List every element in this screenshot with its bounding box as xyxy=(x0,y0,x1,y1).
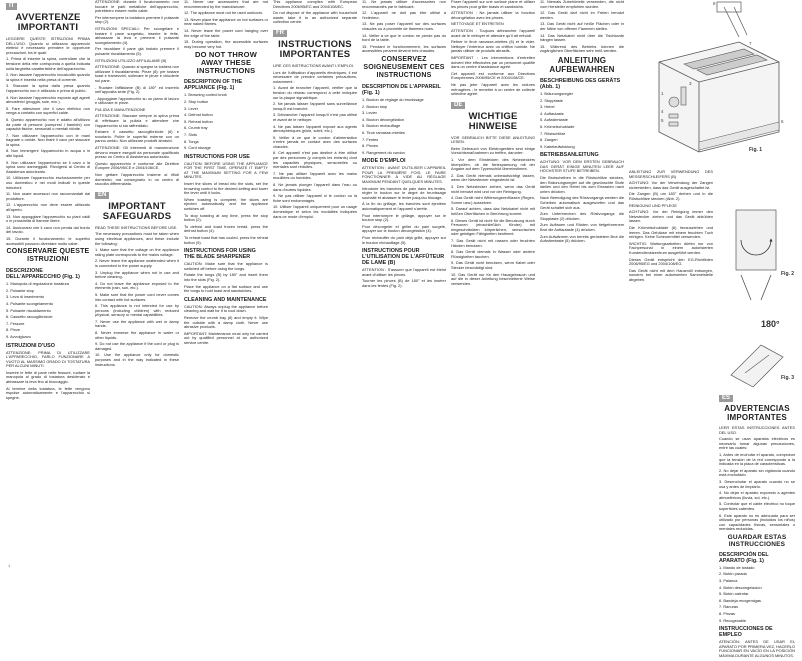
section-title-es: ADVERTENCIAS IMPORTANTES xyxy=(724,404,790,422)
use-text-en xyxy=(184,162,268,246)
paragraph: LEGGERE QUESTE ISTRUZIONI PRIMA DELL'USO. Quando si utilizzano apparecchi elettrici è necessario prendere le opportune precauzioni, tra le quali: xyxy=(6,36,90,55)
paragraph: 7. Never use the appliance with wet or damp hands. xyxy=(95,318,179,329)
paragraph: ACHTUNG: VOR DEM ERSTEN GEBRAUCH DAS GERÄT EINIGE MINUTEN LEER AUF HÖCHSTER STUFE BETREIBEN. xyxy=(540,159,624,174)
paragraph: CAUTION: Always unplug the appliance before cleaning and wait for it to cool down. xyxy=(184,303,268,314)
list-item: 1. Mando de tostado xyxy=(719,564,755,570)
tongs-sketch xyxy=(717,2,747,37)
language-tab-en: EN xyxy=(95,192,109,199)
paragraph: 6. Cet appareil n'est pas destiné à être utilisé par des personnes (y compris les enfants) dont les capacités physiques, sensorielles ou mentales sont réduites. xyxy=(273,150,357,170)
paragraph: 3. Den Netzstecker ziehen, wenn das Gerät nicht benutzt wird und vor der Reinigung. xyxy=(451,184,535,194)
continued-text-fr xyxy=(451,0,535,97)
language-tab-es: ES xyxy=(719,395,733,402)
paragraph: To reheat toast that has cooled, press the reheat button (5). xyxy=(184,235,268,245)
paragraph: When toasting is complete, the slices are ejected automatically and the appliance switches off. xyxy=(184,196,268,212)
list-item: 5. Pulsante riscaldamento xyxy=(6,307,51,313)
list-item: 8. Zangen xyxy=(540,137,558,143)
list-item: 8. Tongs xyxy=(184,138,199,144)
paragraph: Estrarre il cassetto raccoglibriciole (6) e svuotarlo. Pulire le superfici esterne con un panno umido. Non utilizzare prodotti abrasivi. xyxy=(95,129,179,144)
cleaning-text-en xyxy=(184,305,268,346)
callout-6: 6 xyxy=(781,119,784,124)
continued-text-en xyxy=(273,0,357,25)
paragraph: ACHTUNG: Vor der Reinigung immer den Netzstecker ziehen und das Gerät abkühlen lassen. xyxy=(629,209,713,224)
paragraph: ISTRUZIONI SPECIALI: Per scongelare e tostare il pane surgelato, inserire le fette, abbassare la leva e premere il pulsante scongelamento (4). xyxy=(95,25,179,45)
paragraph: 13. Never place the appliance on hot surfaces or near naked flames. xyxy=(184,16,268,27)
paragraph: Al termine della tostatura, le fette vengono espulse automaticamente e l'apparecchio si spegne. xyxy=(6,385,90,400)
paragraph: This appliance complies with European Directives 2006/95/EC and 2004/108/EC. xyxy=(273,0,357,9)
column-english xyxy=(184,0,268,573)
paragraph: Die Krümelschublade (6) herausziehen und leeren. Das Gehäuse mit einem feuchten Tuch reinigen. Keine Scheuermittel verwenden. xyxy=(629,224,713,240)
paragraph: Non gettare l'apparecchio insieme ai rifiuti domestici, ma consegnarlo in un centro di raccolta differenziata. xyxy=(95,172,179,187)
paragraph: 9. Non utilizzare l'apparecchio se il cavo o la spina sono danneggiati. Rivolgersi al Centro di Assistenza autorizzato. xyxy=(6,159,90,174)
paragraph: 4. Non lasciare l'apparecchio esposto agli agenti atmosferici (pioggia, sole, ecc.). xyxy=(6,94,90,105)
paragraph: 13. Non appoggiare l'apparecchio su piani caldi o in prossimità di fiamme libere. xyxy=(6,213,90,224)
section-title-it: AVVERTENZE IMPORTANTI xyxy=(15,12,81,33)
paragraph: 11. Ne jamais utiliser d'accessoires non recommandés par le fabricant. xyxy=(362,0,446,9)
list-item: 6. Tiroir ramasse-miettes xyxy=(362,129,405,135)
safeguards-list-fr xyxy=(273,64,357,219)
paragraph: 11. Never use accessories that are not recommended by the manufacturer. xyxy=(184,0,268,9)
paragraph: CAUTION: BEFORE USING THE APPLIANCE FOR THE FIRST TIME, OPERATE IT EMPTY AT THE MAXIMUM SETTING FOR A FEW MINUTES. xyxy=(184,160,268,180)
paragraph: ATTENTION : Ne jamais utiliser la fonction décongélation avec les pinces. xyxy=(451,10,535,20)
list-item: 4. Defrost button xyxy=(184,112,213,118)
paragraph: Ne pas jeter l'appareil avec les ordures ménagères ; le remettre à un centre de collecte sélective agréé. xyxy=(451,81,535,97)
paragraph: 14. Das Netzkabel nicht über die Tischkante hängen lassen. xyxy=(540,32,624,43)
callout-1: 1 xyxy=(661,91,664,96)
paragraph: Per riscaldare il pane già tostato premere il pulsante riscaldamento (5). xyxy=(95,46,179,56)
list-item: 6. Bandeja recogemigas xyxy=(719,597,761,603)
paragraph: 7. Das Gerät nicht mit nassen oder feuchten Händen benutzen. xyxy=(451,237,535,248)
paragraph: 15. Während des Betriebs können die zugänglichen Oberflächen sehr heiß werden. xyxy=(540,43,624,54)
continued-safeguards-en xyxy=(184,0,268,49)
paragraph: 14. Assicurarsi che il cavo non penda dal bordo del tavolo. xyxy=(6,224,90,235)
list-item: 2. Stopptaste xyxy=(540,97,563,103)
paragraph: Questo apparecchio è conforme alle Direttive Europee 2006/95/CE e 2004/108/CE. xyxy=(95,160,179,171)
safeguards-list-en xyxy=(95,226,179,367)
description-list-fr xyxy=(362,98,446,155)
keep-instructions-de: ANLEITUNG AUFBEWAHREN xyxy=(549,55,615,74)
list-item: 5. Botón calentar xyxy=(719,591,749,597)
list-item: 9. Kabelaufwicklung xyxy=(540,143,575,149)
paragraph: ISTRUZIONI UTILIZZO AFFILALAME (B) xyxy=(95,57,167,63)
description-list-en xyxy=(184,93,268,150)
sharpener-heading-fr: INSTRUCTIONS POUR L'UTILISATION DE L'AFFÛTEUR DE LAME (B) xyxy=(362,248,445,267)
paragraph: 1. Make sure that the voltage on the appliance rating plate corresponds to the mains voltage. xyxy=(95,247,179,257)
paragraph: Rotate the tongs (B) by 180° and insert them into the slots (Fig. 2). xyxy=(184,272,268,282)
list-item: 8. Pinze xyxy=(6,327,21,333)
list-item: 2. Botón parada xyxy=(719,571,747,577)
paragraph: Pour réchauffer du pain déjà grillé, appuyer sur le bouton réchauffage (5). xyxy=(362,235,446,245)
description-heading-en: DESCRIPTION OF THE APPLIANCE (Fig. 1) xyxy=(184,79,243,92)
description-list-it xyxy=(6,282,90,339)
paragraph: 3. Desenchufar el aparato cuando no se usa y antes de limpiarlo. xyxy=(719,478,795,489)
keep-instructions-en: DO NOT THROW AWAY THESE INSTRUCTIONS xyxy=(195,50,257,76)
callout-4: 4 xyxy=(661,109,664,114)
paragraph: Pour décongeler et griller du pain surgelé, appuyer sur le bouton décongélation (4). xyxy=(362,223,446,234)
list-item: 1. Manopola di regolazione tostatura xyxy=(6,281,69,287)
paragraph: 11. Niemals Zubehörteile verwenden, die nicht vom Hersteller empfohlen wurden. xyxy=(540,0,624,9)
paragraph: 5. Fare attenzione che il cavo elettrico non venga a contatto con superfici calde. xyxy=(6,105,90,116)
paragraph: Zum Aufwärmen von bereits geröstetem Brot die Aufwärmtaste (5) drücken. xyxy=(540,233,624,244)
paragraph: 7. Ne pas utiliser l'appareil avec les mains mouillées ou humides. xyxy=(273,170,357,181)
tongs-rotation-figure xyxy=(721,200,793,310)
paragraph: READ THESE INSTRUCTIONS BEFORE USE. xyxy=(95,224,178,230)
paragraph: Do not dispose of the appliance with household waste; take it to an authorized separate collection centre. xyxy=(273,10,357,25)
list-item: 4. Pulsante scongelamento xyxy=(6,300,53,306)
paragraph: 15. Pendant le fonctionnement, les surfaces accessibles peuvent devenir très chaudes. xyxy=(362,43,446,54)
paragraph: 2. Ne jamais laisser l'appareil sans surveillance lorsqu'il est branché. xyxy=(273,101,357,111)
list-item: 3. Hebel xyxy=(540,104,555,110)
paragraph: À la fin du grillage, les tranches sont éjectées automatiquement et l'appareil s'arrête. xyxy=(362,201,446,212)
paragraph: 3. Staccare la spina dalla presa quando l'apparecchio non è utilizzato e prima di pulirlo. xyxy=(6,83,90,93)
paragraph: 10. Utilizzare l'apparecchio esclusivamente per uso domestico e nei modi indicati in queste istruzioni. xyxy=(6,175,90,190)
spanish-section xyxy=(719,392,795,661)
list-item: 8. Pinzas xyxy=(719,611,736,617)
paragraph: WICHTIG: Wartungsarbeiten dürfen nur von Fachpersonal in einem autorisierten Kundendienstzentrum ausgeführt werden. xyxy=(629,240,713,255)
list-item: 7. Slots xyxy=(184,131,197,137)
paragraph: 12. Das Gerät darf nicht im Freien benutzt werden. xyxy=(540,10,624,20)
column-italian-english xyxy=(95,0,179,573)
paragraph: NETTOYAGE ET ENTRETIEN xyxy=(451,21,504,27)
use-heading-de: BETRIEBSANLEITUNG xyxy=(540,152,599,159)
paragraph: ATTENTION : S'assurer que l'appareil est éteint avant d'utiliser les pinces. xyxy=(362,267,446,277)
paragraph: IMPORTANT : Les interventions d'entretien doivent être effectuées par un personnel qualifié dans un centre d'assistance agréé. xyxy=(451,54,535,70)
rotation-angle-label: 180° xyxy=(761,319,780,329)
safeguards-list-de xyxy=(451,136,535,287)
paragraph: 14. Veiller à ce que le cordon ne pende pas du bord de la table. xyxy=(362,32,446,43)
paragraph: ATTENZIONE: Quando si spegne la tostiera non utilizzare il riscaldamento. Pinze (8): per tostare toast e tramezzini, sollevare le pinze e chiuderle sul pane. xyxy=(95,64,179,83)
section-title-de: WICHTIGE HINWEISE xyxy=(468,110,518,132)
list-item: 1. Bouton de réglage du brunissage xyxy=(362,96,424,102)
figure-1-label: Fig. 1 xyxy=(749,147,763,153)
description-heading-it: DESCRIZIONE DELL'APPARECCHIO (Fig. 1) xyxy=(6,268,80,281)
paragraph: 1. Vor dem Einstecken des Netzsteckers überprüfen, ob die Netzspannung mit der Angabe auf dem Typenschild übereinstimmt. xyxy=(451,157,535,172)
paragraph: 8. Ne jamais plonger l'appareil dans l'eau ou dans d'autres liquides. xyxy=(273,182,357,192)
use-text-fr xyxy=(362,166,446,245)
column-italian xyxy=(6,0,90,573)
paragraph: - Ruotare l'affilalame (B) di 180° ed inserirlo nell'apposita sede (Fig. 2). xyxy=(95,84,179,95)
paragraph: 13. Ne pas poser l'appareil sur des surfaces chaudes ou à proximité de flammes nues. xyxy=(362,21,446,31)
language-tab-it: IT xyxy=(6,3,17,10)
sharpener-text-en xyxy=(184,262,268,294)
paragraph: Lors de l'utilisation d'appareils électriques, il est nécessaire de prendre certaines précautions, notamment : xyxy=(273,69,357,84)
list-item: 4. Auftautaste xyxy=(540,110,564,116)
paragraph: 5. Veiller à ce que le cordon d'alimentation n'entre jamais en contact avec des surfaces chaudes. xyxy=(273,134,357,149)
sandwich-tongs-figure xyxy=(721,335,793,390)
paragraph: ATTENZIONE: Gli interventi di manutenzione devono essere eseguiti da personale qualificato presso un Centro di Assistenza autorizzato. xyxy=(95,145,179,160)
paragraph: REINIGUNG UND PFLEGE xyxy=(629,202,677,208)
figure-3-label: Fig. 3 xyxy=(781,375,795,381)
list-item: 3. Lever xyxy=(184,105,199,111)
paragraph: ATTENZIONE: durante il funzionamento non toccare le parti metalliche dell'apparecchio, potrebbero essere molto calde. xyxy=(95,0,179,14)
safeguards-list-it xyxy=(6,37,90,246)
section-title-fr: INSTRUCTIONS IMPORTANTES xyxy=(278,38,352,60)
list-item: 2. Pulsante stop xyxy=(6,287,34,293)
paragraph: 6. This appliance is not intended for use by persons (including children) with reduced physical, sensory or mental capabilities. xyxy=(95,303,179,318)
paragraph: 8. Non immergere l'apparecchio in acqua o in altri liquidi. xyxy=(6,148,90,159)
column-german xyxy=(540,0,624,573)
paragraph: To defrost and toast frozen bread, press the defrost button (4). xyxy=(184,223,268,234)
paragraph: Pour interrompre le grillage, appuyer sur le bouton stop (2). xyxy=(362,212,446,223)
callout-5: 5 xyxy=(661,118,664,123)
paragraph: 4. Ne pas laisser l'appareil exposé aux agents atmosphériques (pluie, soleil, etc.). xyxy=(273,123,357,134)
list-item: 7. Ranuras xyxy=(719,604,739,610)
list-item: 1. Bräunungsregler xyxy=(540,90,574,96)
paragraph: 13. Das Gerät nicht auf heiße Flächen oder in der Nähe von offenen Flammen stellen. xyxy=(540,21,624,31)
paragraph: 6. Dieses Gerät ist nicht für die Benutzung durch Personen (einschließlich Kinder) mit eingeschränkten körperlichen, sensorischen oder geistigen Fähigkeiten bestimmt. xyxy=(451,217,535,237)
paragraph: ATTENTION : Toujours débrancher l'appareil avant de le nettoyer et attendre qu'il ait refroidi. xyxy=(451,27,535,38)
paragraph: LEER ESTAS INSTRUCCIONES ANTES DEL USO. xyxy=(719,425,795,435)
description-list-es xyxy=(719,566,795,623)
list-item: 9. Avvolgicavo xyxy=(6,333,31,339)
description-heading-es: DESCRIPCIÓN DEL APARATO (Fig. 1) xyxy=(719,551,769,564)
paragraph: Place the appliance on a flat surface and use the tongs to hold toast and sandwiches. xyxy=(184,283,268,294)
paragraph: Remove the crumb tray (6) and empty it. Wipe the outside with a damp cloth. Never use abrasive products. xyxy=(184,314,268,330)
continued-safeguards-de xyxy=(540,0,624,54)
paragraph: 15. Durante il funzionamento le superfici accessibili possono diventare molto calde. xyxy=(6,235,90,246)
list-item: 4. Bouton décongélation xyxy=(362,116,404,122)
paragraph: 1. Avant de brancher l'appareil, vérifier que la tension du réseau correspond à celle indiquée sur la plaque signalétique. xyxy=(273,85,357,100)
paragraph: 2. Never leave the appliance unattended when it is connected to the power supply. xyxy=(95,258,179,268)
paragraph: ACHTUNG: Vor der Verwendung der Zangen sicherstellen, dass das Gerät ausgeschaltet ist. xyxy=(629,180,713,190)
paragraph: ATENCIÓN: ANTES DE USAR EL APARATO POR PRIMERA VEZ, HACERLO FUNCIONAR EN VACÍO EN LA POSICIÓN MÁXIMA DURANTE ALGUNOS MINUTOS. xyxy=(719,639,795,658)
paragraph: IMPORTANT: Maintenance must only be carried out by qualified personnel at an authorized service centre. xyxy=(184,330,268,345)
paragraph: 4. Do not leave the appliance exposed to the elements (rain, sun, etc.). xyxy=(95,280,179,291)
paragraph: Nach Beendigung des Röstvorgangs werden die Scheiben automatisch ausgeworfen und das Gerät schaltet sich aus. xyxy=(540,195,624,210)
description-heading-de: BESCHREIBUNG DES GERÄTS (Abb. 1) xyxy=(540,77,621,90)
list-item: 3. Leva di inserimento xyxy=(6,294,45,300)
paragraph: Tourner les pinces (B) de 180° et les insérer dans les fentes (Fig. 2). xyxy=(362,278,446,288)
paragraph: Das Gerät nicht mit dem Hausmüll entsorgen, sondern bei einer autorisierten Sammelstelle abgeben. xyxy=(629,267,713,282)
paragraph: 9. Das Gerät nicht benutzen, wenn Kabel oder Stecker beschädigt sind. xyxy=(451,260,535,270)
paragraph: To stop toasting at any time, press the stop button (2). xyxy=(184,212,268,223)
callout-3: 3 xyxy=(689,81,692,86)
list-item: 7. Röstschlitze xyxy=(540,130,566,136)
section-title-en: IMPORTANT SAFEGUARDS xyxy=(102,200,172,222)
paragraph: The necessary precautions must be taken when using electrical appliances, and these include the following: xyxy=(95,231,179,246)
paragraph: 5. Darauf achten, dass das Netzkabel nicht mit heißen Oberflächen in Berührung kommt. xyxy=(451,206,535,216)
paragraph: 2. No dejar el aparato sin vigilancia cuando está enchufado. xyxy=(719,467,795,478)
list-item: 9. Recogecable xyxy=(719,617,747,623)
list-item: 4. Botón descongelación xyxy=(719,584,762,590)
paragraph: 9. Do not use the appliance if the cord or plug is damaged. xyxy=(95,341,179,351)
paragraph: 4. Das Gerät nicht Witterungseinflüssen (Regen, Sonne usw.) aussetzen. xyxy=(451,195,535,205)
paragraph: 15. During operation, the accessible surfaces may become very hot. xyxy=(184,39,268,49)
paragraph: PULIZIA E MANUTENZIONE xyxy=(95,106,146,112)
use-text-es xyxy=(719,640,795,658)
list-item: 8. Pinces xyxy=(362,143,379,149)
description-heading-fr: DESCRIPTION DE L'APPAREIL (Fig. 1) xyxy=(362,83,441,96)
paragraph: 12. The appliance must not be used outdoors. xyxy=(184,10,264,16)
paragraph: 9. Ne pas utiliser l'appareil si le cordon ou la fiche sont endommagés. xyxy=(273,193,357,203)
paragraph: Zum Unterbrechen des Röstvorgangs die Stopptaste (2) drücken. xyxy=(540,211,624,221)
paragraph: 6. Questo apparecchio non è adatto all'utilizzo da parte di persone (compresi i bambini) con capacità fisiche, sensoriali o mentali ridotte. xyxy=(6,116,90,132)
list-item: 5. Bouton réchauffage xyxy=(362,123,401,129)
continued-safeguards-fr xyxy=(362,0,446,54)
column-french-german xyxy=(451,0,535,573)
use-text-it xyxy=(6,351,90,401)
list-item: 1. Browning control knob xyxy=(184,92,227,98)
paragraph: 3. Débrancher l'appareil lorsqu'il n'est pas utilisé et avant de le nettoyer. xyxy=(273,112,357,122)
paragraph: Retirer le tiroir ramasse-miettes (6) et le vider. Nettoyer l'extérieur avec un chiffon humide. Ne jamais utiliser de produits abrasifs. xyxy=(451,39,535,54)
list-item: 9. Rangement du cordon xyxy=(362,149,405,155)
list-item: 2. Bouton stop xyxy=(362,103,388,109)
list-item: 5. Reheat button xyxy=(184,118,213,124)
paragraph: Cuando se usan aparatos eléctricos es necesario tomar algunas precauciones, entre las cuales: xyxy=(719,436,795,451)
paragraph: Insert the slices of bread into the slots, set the browning control to the desired setting and lower the lever until it locks. xyxy=(184,181,268,196)
column-figures-spanish xyxy=(629,0,797,658)
paragraph: 2. Non lasciare l'apparecchio incustodito quando la spina è inserita nella presa di corrente. xyxy=(6,72,90,82)
paragraph: Inserire le fette di pane nelle fessure, ruotare la manopola al grado di tostatura desiderato e abbassare la leva fino al bloccaggio. xyxy=(6,369,90,385)
paragraph: 11. Non usare accessori non raccomandati dal produttore. xyxy=(6,191,90,201)
use-heading-it: ISTRUZIONI D'USO xyxy=(6,342,55,349)
paragraph: 4. No dejar el aparato expuesto a agentes atmosféricos (lluvia, sol, etc.). xyxy=(719,490,795,500)
cleaning-heading-en: CLEANING AND MAINTENANCE xyxy=(184,296,267,303)
keep-instructions-es: GUARDAR ESTAS INSTRUCCIONES xyxy=(727,533,787,548)
column-english-french xyxy=(273,0,357,573)
keep-instructions-it: CONSERVARE QUESTE ISTRUZIONI xyxy=(6,248,90,264)
continued-text-de xyxy=(629,170,713,284)
paragraph: 1. Antes de enchufar el aparato, comprobar que la tensión de la red corresponde a la indicada en la placa de características. xyxy=(719,451,795,467)
paragraph: 7. Non utilizzare l'apparecchio con le mani bagnate o umide. Non tirare il cavo per staccare la spina. xyxy=(6,132,90,147)
paragraph: Poser l'appareil sur une surface plane et utiliser les pinces pour griller toasts et sandwichs. xyxy=(451,0,535,9)
paragraph: Beim Gebrauch von Elektrogeräten sind einige Vorsichtsmaßnahmen zu treffen, darunter: xyxy=(451,145,535,156)
paragraph: Die Brotscheiben in die Röstschlitze stecken, den Bräunungsregler auf die gewünschte Stufe stellen und den Hebel bis zum Einrasten nach unten drücken. xyxy=(540,175,624,194)
page-number: 1 xyxy=(8,563,11,568)
paragraph: 2. Das Gerät niemals unbeaufsichtigt lassen, wenn der Netzstecker eingesteckt ist. xyxy=(451,172,535,183)
description-list-de xyxy=(540,92,624,149)
use-text-de xyxy=(540,160,624,244)
paragraph: Cet appareil est conforme aux Directives Européennes 2006/95/CE et 2004/108/CE. xyxy=(451,70,535,81)
use-heading-es: INSTRUCCIONES DE EMPLEO xyxy=(719,626,773,639)
paragraph: CAUTION: Make sure that the appliance is switched off before using the tongs. xyxy=(184,261,268,271)
paragraph: Per interrompere la tostatura premere il pulsante stop (2). xyxy=(95,14,179,25)
paragraph: 14. Never leave the power cord hanging over the edge of the table. xyxy=(184,27,268,38)
safeguards-list-es xyxy=(719,426,795,532)
sharpener-heading-en: INSTRUCTIONS FOR USING THE BLADE SHARPENER xyxy=(184,248,256,261)
paragraph: 12. L'apparecchio non deve essere utilizzato all'aperto. xyxy=(6,202,90,212)
list-item: 7. Fessure xyxy=(6,320,25,326)
paragraph: ANLEITUNG ZUR VERWENDUNG DES MESSERSCHLEIFERS (B) xyxy=(629,169,713,179)
paragraph: Dieses Gerät entspricht den EG-Richtlinien 2006/95/EG und 2004/108/EG. xyxy=(629,256,713,267)
paragraph: 10. Use the appliance only for domestic purposes and in the way indicated in these instructions. xyxy=(95,352,179,367)
paragraph: 12. L'appareil ne doit pas être utilisé à l'extérieur. xyxy=(362,10,446,20)
list-item: 6. Crumb tray xyxy=(184,125,208,131)
sharpener-text-fr xyxy=(362,268,446,288)
paragraph: LIRE CES INSTRUCTIONS AVANT L'EMPLOI. xyxy=(273,62,354,68)
list-item: 3. Palanca xyxy=(719,578,738,584)
list-item: 3. Levier xyxy=(362,110,377,116)
paragraph: ATTENZIONE: PRIMA DI UTILIZZARE L'APPARECCHIO, FARLO FUNZIONARE A VUOTO AL MASSIMO GRADO DI TOSTATURA PER ALCUNI MINUTI. xyxy=(6,349,90,369)
paragraph: 10. Utiliser l'appareil uniquement pour un usage domestique et selon les modalités indiquées dans ce mode d'emploi. xyxy=(273,204,357,219)
paragraph: Introduire les tranches de pain dans les fentes, régler le bouton sur le degré de brunissage souhaité et abaisser le levier jusqu'au blocage. xyxy=(362,185,446,200)
callout-7: 7 xyxy=(749,41,752,46)
callout-8: 8 xyxy=(713,1,716,6)
paragraph: - Appoggiare l'apparecchio su un piano di lavoro e utilizzare le pinze. xyxy=(95,95,179,106)
paragraph: 5. Controlar que el cable eléctrico no toque superficies calientes. xyxy=(719,501,795,511)
paragraph: ATTENZIONE: Staccare sempre la spina prima di effettuare la pulizia e attendere che l'apparecchio si sia raffreddato. xyxy=(95,113,179,128)
language-tab-fr: FR xyxy=(273,30,287,37)
keep-instructions-fr: CONSERVEZ SOIGNEUSEMENT CES INSTRUCTIONS xyxy=(363,55,445,79)
paragraph: ATTENTION : AVANT D'UTILISER L'APPAREIL POUR LA PREMIÈRE FOIS, LE FAIRE FONCTIONNER À VIDE AU RÉGLAGE MAXIMUM PENDANT QUELQUES MINUTES. xyxy=(362,165,446,185)
paragraph: Zum Auftauen und Rösten von tiefgefrorenem Brot die Auftautaste (4) drücken. xyxy=(540,222,624,232)
figure-2-label: Fig. 2 xyxy=(781,271,795,277)
language-tab-de: DE xyxy=(451,102,465,109)
column-french xyxy=(362,0,446,573)
paragraph: Die Zangen (B) um 180° drehen und in die Röstschlitze stecken (Abb. 2). xyxy=(629,191,713,201)
continued-text-it xyxy=(95,0,179,187)
paragraph: 8. Never immerse the appliance in water or other liquids. xyxy=(95,330,179,340)
toaster-illustration xyxy=(629,2,794,162)
paragraph: 10. Das Gerät nur für den Hausgebrauch und auf die in dieser Anleitung beschriebene Weise verwenden. xyxy=(451,271,535,286)
paragraph: 3. Unplug the appliance when not in use and before cleaning. xyxy=(95,269,179,280)
use-heading-fr: MODE D'EMPLOI xyxy=(362,158,406,165)
paragraph: 8. Das Gerät niemals in Wasser oder andere Flüssigkeiten tauchen. xyxy=(451,249,535,259)
list-item: 7. Fentes xyxy=(362,136,379,142)
list-item: 2. Stop button xyxy=(184,98,209,104)
list-item: 6. Cassetto raccoglibriciole xyxy=(6,314,53,320)
list-item: 5. Aufwärmtaste xyxy=(540,117,568,123)
paragraph: 1. Prima di inserire la spina, controllare che la tensione della rete corrisponda a quella indicata sulla targhetta caratteristiche dell'apparecchio. xyxy=(6,56,90,71)
paragraph: VOR GEBRAUCH BITTE DIESE ANLEITUNG LESEN. xyxy=(451,134,535,145)
paragraph: 6. Este aparato no es adecuado para ser utilizado por personas (incluidos los niños) con capacidades físicas, sensoriales o mentales reducidas. xyxy=(719,512,795,532)
list-item: 6. Krümelschublade xyxy=(540,123,575,129)
paragraph: 5. Make sure that the power cord never comes into contact with hot surfaces. xyxy=(95,291,179,302)
use-heading-en: INSTRUCTIONS FOR USE xyxy=(184,153,250,160)
list-item: 9. Cord storage xyxy=(184,145,211,151)
